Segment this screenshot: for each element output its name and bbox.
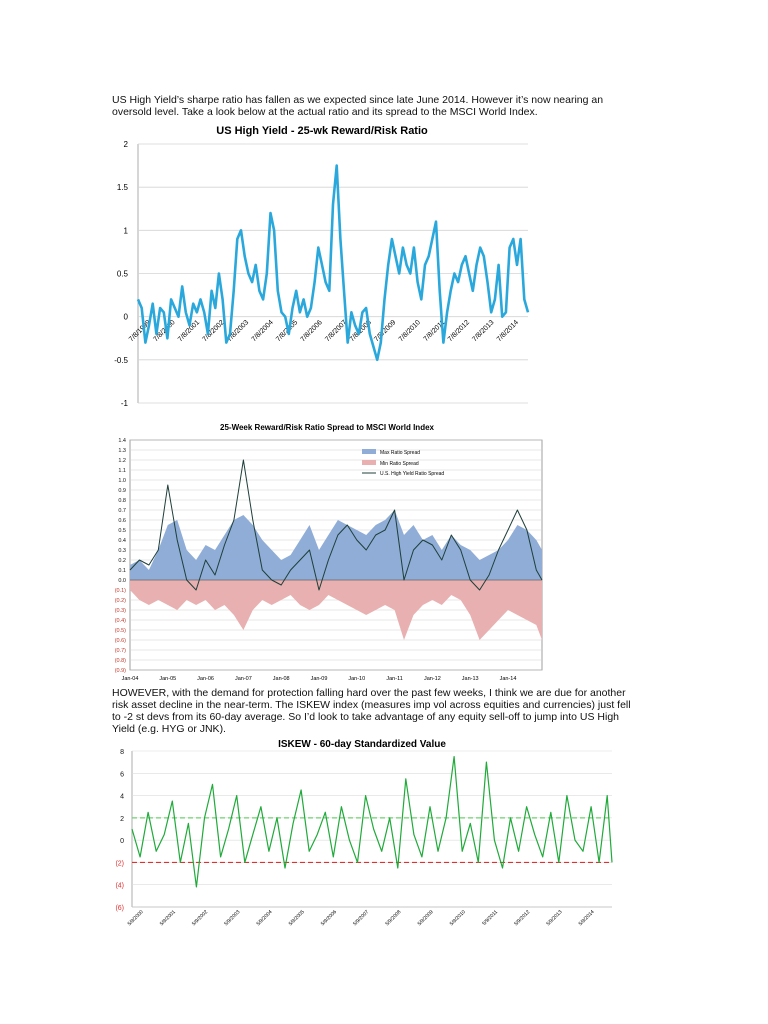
chart2-y-tick-label: 0.8 [118, 498, 126, 504]
chart-ratio-spread-msci [0, 420, 768, 680]
chart3-y-tick-label: (4) [115, 882, 124, 890]
chart2-x-tick-label: Jan-04 [121, 676, 139, 682]
chart3-y-tick-label: (6) [115, 905, 124, 912]
chart3-x-tick-label: 5/9/2004 [255, 909, 274, 928]
chart3-y-tick-label: 2 [120, 815, 124, 823]
chart2-x-tick-label: Jan-08 [272, 676, 290, 682]
chart3-x-tick-label: 5/9/2010 [448, 909, 467, 928]
legend-swatch-max [362, 449, 376, 454]
chart3-x-tick-label: 5/9/2012 [513, 909, 532, 928]
chart1-x-tick-label: 7/8/2001 [177, 319, 202, 344]
chart3-x-tick-label: 5/9/2008 [384, 909, 403, 928]
chart1-x-tick-label: 7/8/2007 [324, 319, 349, 344]
chart1-title: US High Yield - 25-wk Reward/Risk Ratio [216, 125, 428, 137]
chart1-x-tick-label: 7/8/2004 [250, 319, 275, 344]
chart3-x-tick-label: 5/9/2013 [545, 909, 564, 928]
chart2-x-tick-label: Jan-07 [234, 676, 252, 682]
chart2-y-tick-label: 1.0 [118, 478, 126, 484]
chart3-x-tick-label: 5/9/2005 [287, 909, 306, 928]
chart1-x-tick-label: 7/8/2014 [495, 319, 521, 344]
chart1-x-tick-label: 7/8/2012 [446, 319, 472, 344]
chart3-title: ISKEW - 60-day Standardized Value [278, 739, 446, 750]
chart2-y-tick-label: 1.2 [118, 458, 126, 464]
chart2-y-tick-label: 0.7 [118, 508, 126, 514]
chart2-y-tick-label: 0.4 [118, 538, 126, 544]
chart2-y-tick-label: 0.0 [118, 578, 126, 584]
chart2-x-tick-label: Jan-09 [310, 676, 328, 682]
chart2-series-max-area [130, 510, 542, 580]
middle-paragraph: HOWEVER, with the demand for protection falling hard over the past few weeks, I think we are due for another risk asset decline in the near-term. The ISKEW index (measures imp vol across equities and currencies) just fell to -2 st devs from its 60-day average. So I’d look to take advantage of any equity sell-off to jump into US High Yield (e.g. HYG or JNK). [112, 687, 631, 735]
chart-reward-risk-ratio [0, 120, 768, 420]
chart3-x-tick-label: 5/9/2011 [481, 909, 500, 927]
intro-paragraph: US High Yield’s sharpe ratio has fallen as we expected since late June 2014. However it’s now nearing an oversold level. Take a look below at the actual ratio and its spread to the MSCI World Index. [112, 94, 604, 118]
chart1-y-tick-label: 1 [123, 226, 128, 236]
chart3-x-tick-label: 5/9/2003 [223, 909, 242, 928]
chart3-y-tick-label: 6 [120, 771, 124, 779]
chart2-y-tick-label: (0.8) [114, 658, 126, 664]
chart2-x-tick-label: Jan-10 [348, 676, 366, 682]
chart1-x-tick-label: 7/8/2008 [348, 319, 373, 344]
chart2-x-tick-label: Jan-12 [423, 676, 441, 682]
chart2-y-tick-label: (0.5) [114, 628, 126, 634]
chart2-y-tick-label: 0.5 [118, 528, 126, 534]
legend-label-min: Min Ratio Spread [380, 461, 419, 467]
chart2-y-tick-label: 1.4 [118, 438, 126, 444]
chart3-x-tick-label: 5/9/2000 [126, 909, 145, 928]
chart1-x-tick-label: 7/8/2005 [275, 319, 300, 344]
chart2-legend [362, 449, 444, 477]
chart2-y-tick-label: 0.2 [118, 558, 126, 564]
chart3-x-tick-label: 5/9/2001 [158, 909, 177, 928]
chart2-y-tick-label: 0.1 [118, 568, 126, 574]
chart3-x-tick-label: 5/9/2007 [352, 909, 371, 928]
chart1-x-tick-label: 7/8/2006 [299, 319, 324, 344]
legend-label-max: Max Ratio Spread [380, 450, 421, 456]
chart2-y-tick-label: 0.9 [118, 488, 126, 494]
chart1-y-tick-label: 0.5 [116, 269, 128, 279]
chart2-x-tick-label: Jan-06 [197, 676, 215, 682]
chart1-x-tick-label: 7/8/2010 [397, 319, 422, 344]
chart1-y-tick-label: -0.5 [114, 355, 128, 365]
chart1-x-tick-label: 7/8/2011 [422, 319, 447, 343]
legend-swatch-min [362, 460, 376, 465]
chart2-y-tick-label: 1.3 [118, 448, 126, 454]
chart-iskew-standardized [0, 735, 768, 935]
chart3-series-line [132, 757, 612, 887]
chart2-y-tick-label: (0.4) [114, 618, 126, 624]
chart3-x-tick-label: 5/9/2014 [577, 909, 596, 928]
chart3-y-tick-label: 8 [120, 749, 124, 756]
chart2-x-tick-label: Jan-11 [386, 676, 403, 682]
legend-label-hy: U.S. High Yield Ratio Spread [380, 471, 445, 477]
chart1-x-tick-label: 7/8/2000 [152, 319, 177, 344]
chart1-x-tick-label: 7/8/2003 [226, 319, 251, 344]
chart1-x-tick-label: 7/8/1999 [127, 319, 153, 344]
chart2-y-tick-label: (0.1) [114, 588, 126, 594]
chart3-x-tick-label: 5/9/2006 [319, 909, 338, 928]
chart2-x-tick-label: Jan-05 [159, 676, 177, 682]
chart1-x-tick-label: 7/8/2009 [373, 319, 398, 344]
chart3-y-tick-label: 0 [120, 838, 124, 846]
chart1-x-tick-label: 7/8/2013 [471, 319, 496, 344]
chart2-y-tick-label: 0.6 [118, 518, 126, 524]
chart2-y-tick-label: (0.9) [114, 668, 126, 674]
chart1-y-tick-label: 1.5 [116, 183, 128, 193]
chart2-y-tick-label: (0.7) [114, 648, 126, 654]
chart3-x-tick-label: 5/9/2009 [416, 909, 435, 928]
chart2-y-tick-label: (0.2) [114, 598, 126, 604]
chart2-y-tick-label: (0.3) [114, 608, 126, 614]
chart2-y-tick-label: 1.1 [118, 468, 126, 474]
chart1-y-tick-label: 0 [123, 312, 128, 322]
chart2-title: 25-Week Reward/Risk Ratio Spread to MSCI World Index [220, 423, 434, 432]
chart1-y-tick-label: -1 [120, 399, 128, 408]
chart1-y-tick-label: 2 [123, 140, 128, 149]
chart2-x-tick-label: Jan-14 [499, 676, 517, 682]
chart2-x-tick-label: Jan-13 [461, 676, 479, 682]
chart2-y-tick-label: (0.6) [114, 638, 126, 644]
chart1-x-tick-label: 7/8/2002 [201, 319, 226, 344]
chart2-y-tick-label: 0.3 [118, 548, 126, 554]
chart3-y-tick-label: 4 [120, 793, 124, 801]
chart3-x-tick-label: 5/9/2002 [191, 909, 210, 928]
chart3-y-tick-label: (2) [115, 860, 124, 868]
